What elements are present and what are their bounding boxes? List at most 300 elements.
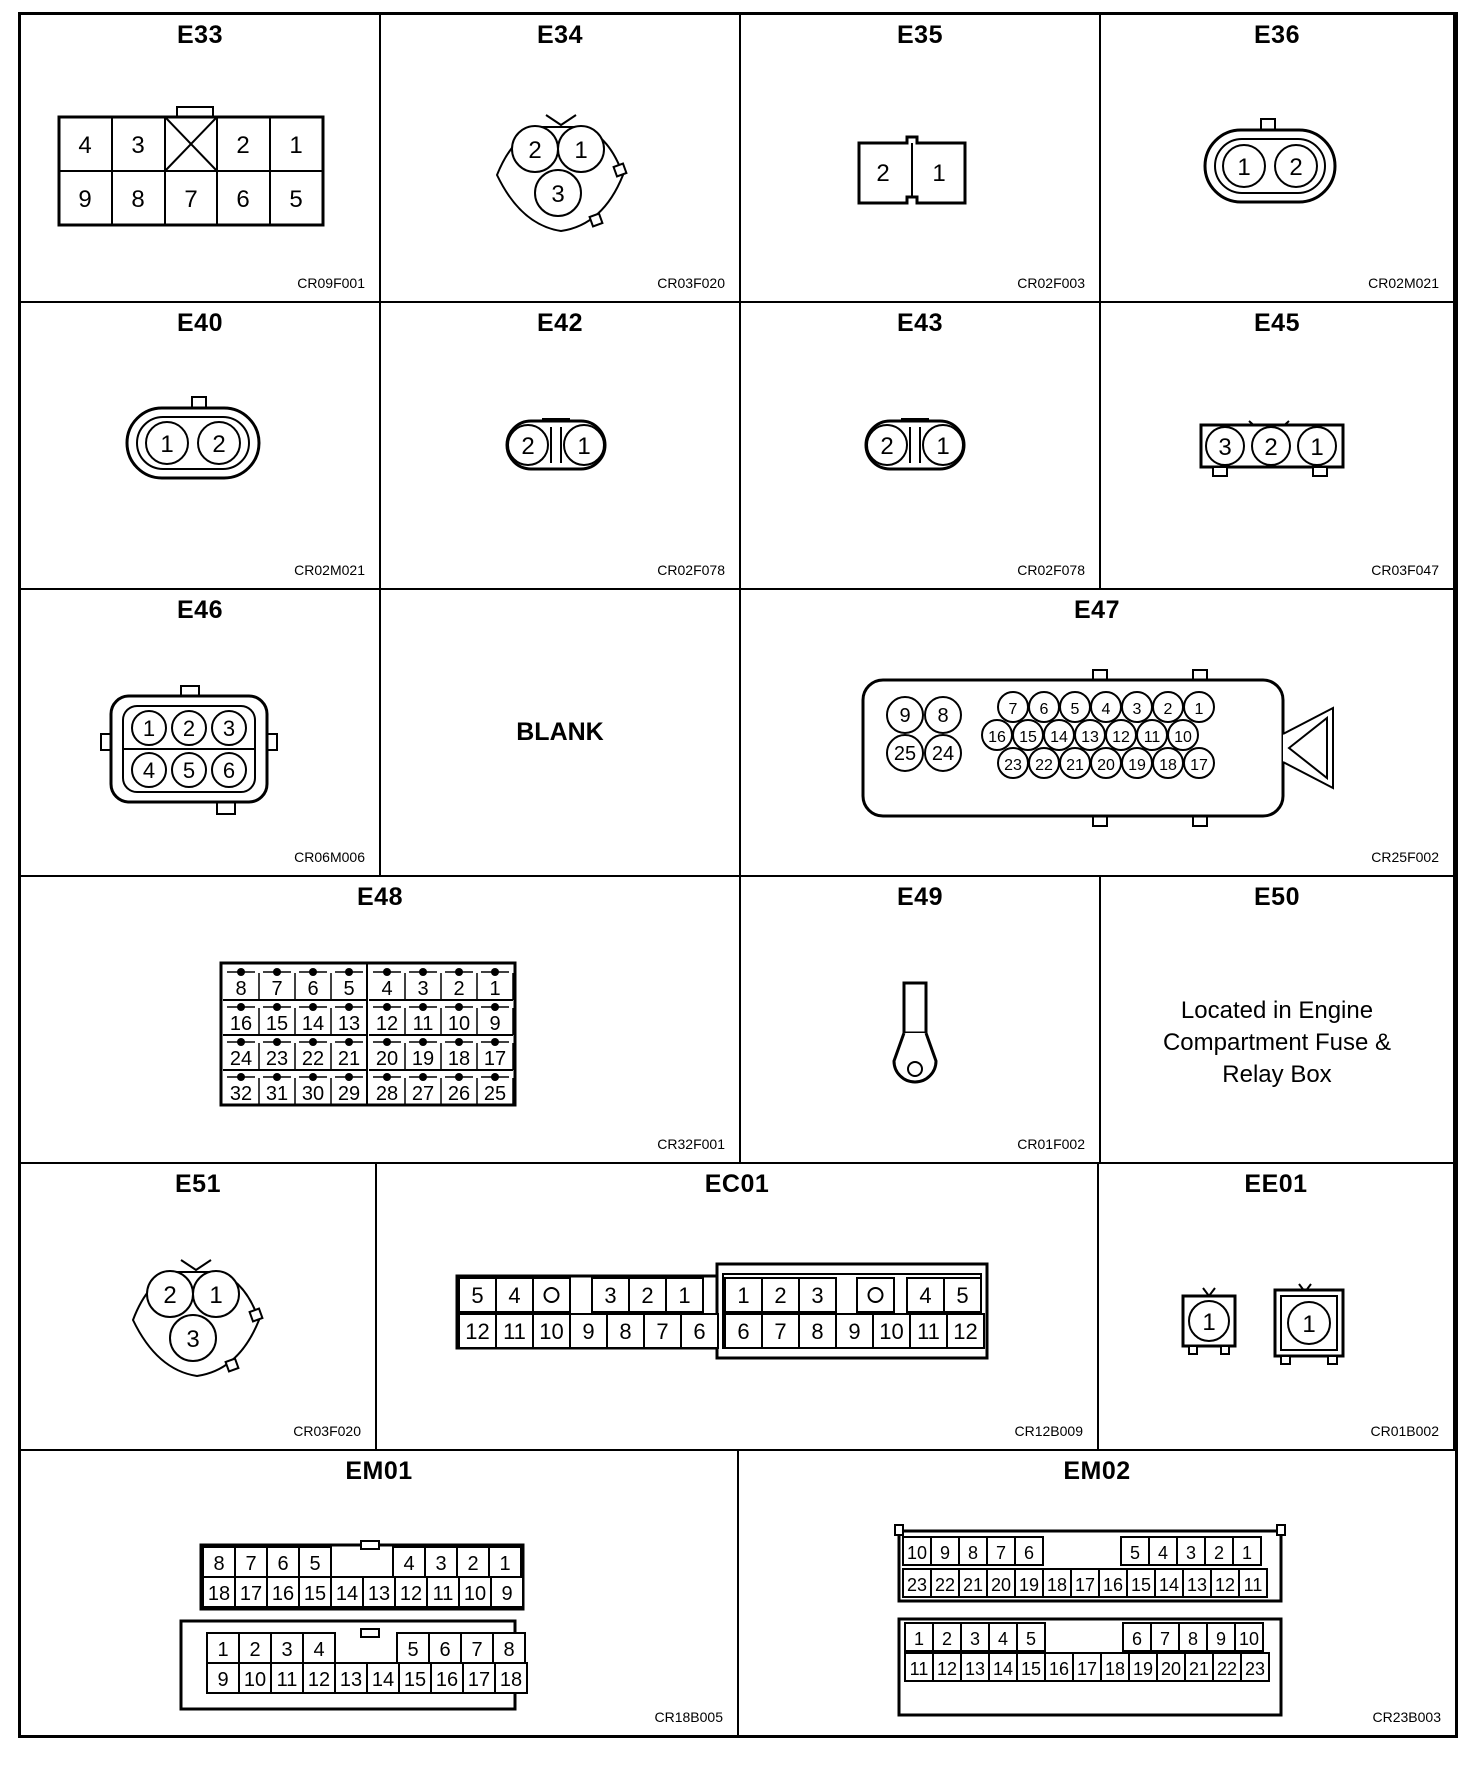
pin-label: 12 bbox=[375, 1013, 399, 1035]
connector-title: E45 bbox=[1254, 309, 1300, 337]
pin-dot bbox=[491, 968, 499, 976]
pin-label: 2 bbox=[941, 1629, 953, 1649]
pin-label: 1 bbox=[1237, 154, 1251, 181]
pin-label: 15 bbox=[1019, 729, 1037, 746]
pin-label: 4 bbox=[142, 758, 156, 783]
pin-label: 17 bbox=[1074, 1575, 1096, 1595]
panel-e49 bbox=[741, 877, 1101, 1164]
pin-label: 5 bbox=[309, 1553, 321, 1575]
pin-label: 6 bbox=[439, 1639, 451, 1661]
pin-label: 4 bbox=[1101, 701, 1111, 718]
pin-label: 4 bbox=[313, 1639, 325, 1661]
pin-dot bbox=[419, 1073, 427, 1081]
panel-e45 bbox=[1101, 303, 1455, 590]
panel-e40 bbox=[21, 303, 381, 590]
pin-label: 6 bbox=[737, 1319, 750, 1344]
pin-label: 1 bbox=[217, 1639, 229, 1661]
pin-label: 17 bbox=[239, 1583, 263, 1605]
pin-label: 3 bbox=[186, 1326, 200, 1353]
part-code: CR32F001 bbox=[657, 1136, 725, 1152]
pin-label: 2 bbox=[236, 132, 250, 159]
connector-diagram bbox=[21, 303, 381, 590]
pin-label: 8 bbox=[619, 1319, 632, 1344]
pin-dot bbox=[309, 1073, 317, 1081]
connector-diagram bbox=[741, 590, 1455, 877]
pin-label: 15 bbox=[1020, 1659, 1042, 1679]
pin-label: 11 bbox=[276, 1669, 298, 1691]
pin-label: 17 bbox=[1190, 757, 1208, 774]
pin-label: 14 bbox=[335, 1583, 359, 1605]
pin-label: 1 bbox=[574, 137, 588, 164]
pin-label: 6 bbox=[1131, 1629, 1143, 1649]
pin-dot bbox=[383, 1073, 391, 1081]
pin-label: 1 bbox=[932, 160, 946, 187]
panel-e33 bbox=[21, 15, 381, 303]
pin-dot bbox=[345, 1073, 353, 1081]
pin-label: 2 bbox=[163, 1282, 177, 1309]
pin-dot bbox=[345, 968, 353, 976]
part-code: CR02F078 bbox=[1017, 562, 1085, 578]
pin-dot bbox=[273, 1073, 281, 1081]
connector-diagram bbox=[381, 15, 741, 303]
pin-dot bbox=[455, 1073, 463, 1081]
pin-label: 3 bbox=[1218, 434, 1232, 461]
pin-label: 15 bbox=[1130, 1575, 1152, 1595]
pin-label: 14 bbox=[1158, 1575, 1180, 1595]
pin-label: 3 bbox=[417, 978, 429, 1000]
connector-latch bbox=[1277, 1525, 1285, 1535]
connector-title: E36 bbox=[1254, 21, 1300, 49]
pin-label: 1 bbox=[1202, 1309, 1216, 1336]
pin-label: 9 bbox=[582, 1319, 595, 1344]
pin-label: 11 bbox=[909, 1659, 929, 1679]
pin-label: 14 bbox=[1050, 729, 1068, 746]
pin-dot bbox=[491, 1003, 499, 1011]
connector-diagram bbox=[1101, 303, 1455, 590]
pin-label: 1 bbox=[936, 433, 950, 460]
part-code: CR02M021 bbox=[294, 562, 365, 578]
pin-label: 5 bbox=[1070, 701, 1080, 718]
pin-label: 13 bbox=[339, 1669, 363, 1691]
connector-sheet bbox=[18, 12, 1458, 1738]
pin-label: 14 bbox=[371, 1669, 395, 1691]
pin-dot bbox=[237, 1003, 245, 1011]
pin-label: 18 bbox=[447, 1048, 471, 1070]
pin-label: 2 bbox=[467, 1553, 479, 1575]
pin-dot bbox=[419, 1003, 427, 1011]
pin-label: 7 bbox=[184, 186, 198, 213]
connector-title: E42 bbox=[537, 309, 583, 337]
connector-title: E46 bbox=[177, 596, 223, 624]
pin-label: 7 bbox=[1159, 1629, 1171, 1649]
pin-label: 21 bbox=[1066, 757, 1084, 774]
pin-label: 4 bbox=[508, 1283, 521, 1308]
location-note-line: Compartment Fuse & bbox=[1162, 1029, 1392, 1056]
part-code: CR03F020 bbox=[657, 275, 725, 291]
pin-label: 8 bbox=[1187, 1629, 1199, 1649]
pin-label: 7 bbox=[471, 1639, 483, 1661]
panel-ee01 bbox=[1099, 1164, 1455, 1451]
pin-label: 2 bbox=[528, 137, 542, 164]
connector-title: E43 bbox=[897, 309, 943, 337]
pin-label: 4 bbox=[403, 1553, 415, 1575]
pin-label: 8 bbox=[235, 978, 247, 1000]
pin-label: 20 bbox=[1160, 1659, 1182, 1679]
panel-em02 bbox=[739, 1451, 1455, 1735]
pin-label: 3 bbox=[222, 716, 236, 741]
panel-e47 bbox=[741, 590, 1455, 877]
pin-label: 18 bbox=[1159, 757, 1177, 774]
pin-dot bbox=[455, 968, 463, 976]
pin-dot bbox=[309, 1003, 317, 1011]
pin-label: 4 bbox=[78, 132, 92, 159]
connector-latch bbox=[895, 1525, 903, 1535]
pin-label: 1 bbox=[1302, 1311, 1316, 1338]
pin-label: 22 bbox=[1216, 1659, 1238, 1679]
connector-title: E51 bbox=[175, 1170, 221, 1198]
connector-latch bbox=[361, 1629, 379, 1637]
connector-diagram bbox=[1099, 1164, 1455, 1451]
pin-label: 1 bbox=[489, 978, 501, 1000]
pin-label: 22 bbox=[1035, 757, 1053, 774]
connector-title: E48 bbox=[357, 883, 403, 911]
pin-label: 8 bbox=[213, 1553, 225, 1575]
pin-label: 10 bbox=[879, 1319, 904, 1344]
pin-label: 20 bbox=[375, 1048, 399, 1070]
pin-label: 1 bbox=[142, 716, 156, 741]
pin-label: 8 bbox=[967, 1543, 979, 1563]
panel-e51 bbox=[21, 1164, 377, 1451]
pin-label: 16 bbox=[435, 1669, 459, 1691]
pin-label: 20 bbox=[990, 1575, 1012, 1595]
pin-label: 11 bbox=[503, 1319, 526, 1344]
pin-label: 11 bbox=[432, 1583, 454, 1605]
pin-label: 23 bbox=[1244, 1659, 1266, 1679]
pin-dot bbox=[491, 1073, 499, 1081]
pin-label: 21 bbox=[962, 1575, 984, 1595]
pin-label: 11 bbox=[1143, 729, 1161, 746]
pin-label: 1 bbox=[913, 1629, 925, 1649]
pin-label: 2 bbox=[876, 160, 890, 187]
pin-label: 7 bbox=[995, 1543, 1007, 1563]
pin-label: 8 bbox=[503, 1639, 515, 1661]
pin-label: 14 bbox=[301, 1013, 325, 1035]
pin-label: 3 bbox=[969, 1629, 981, 1649]
pin-label: 12 bbox=[1214, 1575, 1236, 1595]
pin-label: 15 bbox=[265, 1013, 289, 1035]
part-code: CR03F047 bbox=[1371, 562, 1439, 578]
pin-label: 30 bbox=[301, 1083, 325, 1105]
pin-label: 9 bbox=[1215, 1629, 1227, 1649]
pin-label: 18 bbox=[1046, 1575, 1068, 1595]
pin-label: 17 bbox=[1076, 1659, 1098, 1679]
pin-label: 3 bbox=[1185, 1543, 1197, 1563]
pin-label: 27 bbox=[411, 1083, 435, 1105]
pin-dot bbox=[383, 1038, 391, 1046]
panel-e34 bbox=[381, 15, 741, 303]
pin-label: 5 bbox=[407, 1639, 419, 1661]
pin-label: 5 bbox=[182, 758, 196, 783]
pin-label: 12 bbox=[399, 1583, 423, 1605]
connector-title: EM01 bbox=[345, 1457, 413, 1485]
pin-label: 4 bbox=[1157, 1543, 1169, 1563]
pin-dot bbox=[455, 1003, 463, 1011]
pin-label: 23 bbox=[1004, 757, 1022, 774]
part-code: CR09F001 bbox=[297, 275, 365, 291]
pin-label: 2 bbox=[212, 431, 226, 458]
pin-label: 12 bbox=[1112, 729, 1130, 746]
pin-label: 7 bbox=[245, 1553, 257, 1575]
pin-label: 2 bbox=[1264, 434, 1278, 461]
pin-label: 10 bbox=[1174, 729, 1192, 746]
pin-label: 9 bbox=[501, 1583, 513, 1605]
panel-e50 bbox=[1101, 877, 1455, 1164]
unused-pin-marker bbox=[545, 1288, 559, 1302]
connector-latch bbox=[361, 1541, 379, 1549]
part-code: CR06M006 bbox=[294, 849, 365, 865]
pin-dot bbox=[309, 968, 317, 976]
connector-diagram bbox=[739, 1451, 1455, 1735]
pin-label: 1 bbox=[289, 132, 303, 159]
pin-label: 16 bbox=[229, 1013, 253, 1035]
pin-dot bbox=[237, 1073, 245, 1081]
part-code: CR01F002 bbox=[1017, 1136, 1085, 1152]
connector-title: E49 bbox=[897, 883, 943, 911]
pin-label: 7 bbox=[656, 1319, 669, 1344]
pin-dot bbox=[455, 1038, 463, 1046]
pin-label: 2 bbox=[249, 1639, 261, 1661]
pin-label: 1 bbox=[1310, 434, 1324, 461]
pin-dot bbox=[273, 1038, 281, 1046]
pin-dot bbox=[237, 968, 245, 976]
pin-label: 10 bbox=[539, 1319, 564, 1344]
pin-label: 29 bbox=[337, 1083, 361, 1105]
pin-label: 13 bbox=[367, 1583, 391, 1605]
pin-label: 10 bbox=[1238, 1629, 1260, 1649]
pin-label: 12 bbox=[953, 1319, 978, 1344]
pin-label: 15 bbox=[403, 1669, 427, 1691]
pin-label: 18 bbox=[1104, 1659, 1126, 1679]
connector-diagram bbox=[21, 1451, 739, 1735]
pin-label: 13 bbox=[1186, 1575, 1208, 1595]
pin-dot bbox=[345, 1003, 353, 1011]
pin-label: 8 bbox=[937, 705, 949, 727]
connector-title: EC01 bbox=[704, 1170, 770, 1198]
connector-diagram bbox=[21, 877, 741, 1164]
part-code: CR02F003 bbox=[1017, 275, 1085, 291]
pin-label: 7 bbox=[1008, 701, 1018, 718]
unused-pin-marker bbox=[869, 1288, 883, 1302]
pin-dot bbox=[273, 968, 281, 976]
part-code: CR02F078 bbox=[657, 562, 725, 578]
location-note-line: Located in Engine bbox=[1180, 997, 1374, 1024]
pin-label: 19 bbox=[1132, 1659, 1154, 1679]
pin-label: 12 bbox=[465, 1319, 490, 1344]
ring-terminal-diagram bbox=[741, 877, 1101, 1164]
pin-label: 5 bbox=[471, 1283, 484, 1308]
pin-dot bbox=[419, 1038, 427, 1046]
pin-label: 3 bbox=[281, 1639, 293, 1661]
pin-label: 2 bbox=[880, 433, 894, 460]
pin-label: 3 bbox=[435, 1553, 447, 1575]
pin-label: 13 bbox=[1081, 729, 1099, 746]
pin-label: 19 bbox=[411, 1048, 435, 1070]
pin-label: 2 bbox=[521, 433, 535, 460]
panel-e36 bbox=[1101, 15, 1455, 303]
pin-dot bbox=[309, 1038, 317, 1046]
pin-label: 5 bbox=[289, 186, 303, 213]
pin-label: 6 bbox=[307, 978, 319, 1000]
pin-label: 3 bbox=[551, 181, 565, 208]
panel-em01 bbox=[21, 1451, 739, 1735]
connector-diagram bbox=[1101, 15, 1455, 303]
panel-e42 bbox=[381, 303, 741, 590]
pin-label: 9 bbox=[939, 1543, 951, 1563]
pin-dot bbox=[383, 968, 391, 976]
pin-label: 18 bbox=[207, 1583, 231, 1605]
pin-label: 1 bbox=[499, 1553, 511, 1575]
pin-dot bbox=[345, 1038, 353, 1046]
panel-ec01 bbox=[377, 1164, 1099, 1451]
pin-label: 3 bbox=[131, 132, 145, 159]
pin-label: 17 bbox=[467, 1669, 491, 1691]
pin-label: 16 bbox=[1102, 1575, 1124, 1595]
part-code: CR03F020 bbox=[293, 1423, 361, 1439]
pin-label: 1 bbox=[1194, 701, 1204, 718]
pin-label: 6 bbox=[693, 1319, 706, 1344]
pin-label: 18 bbox=[499, 1669, 523, 1691]
pin-label: 21 bbox=[337, 1048, 361, 1070]
panel-blank bbox=[381, 590, 741, 877]
pin-label: 9 bbox=[489, 1013, 501, 1035]
pin-label: 13 bbox=[964, 1659, 986, 1679]
pin-label: 3 bbox=[811, 1283, 824, 1308]
pin-label: 10 bbox=[447, 1013, 471, 1035]
connector-title: EE01 bbox=[1244, 1170, 1308, 1198]
connector-title: E34 bbox=[537, 21, 583, 49]
pin-label: 2 bbox=[453, 978, 465, 1000]
pin-label: 16 bbox=[271, 1583, 295, 1605]
panel-e35 bbox=[741, 15, 1101, 303]
blank-label: BLANK bbox=[516, 718, 604, 746]
pin-label: 2 bbox=[1163, 701, 1173, 718]
pin-label: 9 bbox=[78, 186, 92, 213]
pin-dot bbox=[273, 1003, 281, 1011]
connector-title: EM02 bbox=[1063, 1457, 1131, 1485]
pin-label: 11 bbox=[1243, 1575, 1263, 1595]
pin-label: 8 bbox=[131, 186, 145, 213]
pin-label: 15 bbox=[303, 1583, 327, 1605]
pin-dot bbox=[383, 1003, 391, 1011]
pin-label: 1 bbox=[1241, 1543, 1253, 1563]
connector-diagram bbox=[21, 15, 381, 303]
pin-label: 9 bbox=[899, 705, 911, 727]
connector-title: E50 bbox=[1254, 883, 1300, 911]
pin-label: 5 bbox=[956, 1283, 969, 1308]
pin-label: 23 bbox=[265, 1048, 289, 1070]
pin-label: 23 bbox=[906, 1575, 928, 1595]
connector-diagram bbox=[21, 590, 381, 877]
pin-label: 21 bbox=[1188, 1659, 1210, 1679]
pin-label: 6 bbox=[1023, 1543, 1035, 1563]
pin-label: 28 bbox=[375, 1083, 399, 1105]
pin-label: 2 bbox=[1289, 154, 1303, 181]
pin-label: 32 bbox=[229, 1083, 253, 1105]
part-code: CR18B005 bbox=[654, 1709, 723, 1725]
pin-label: 10 bbox=[243, 1669, 267, 1691]
pin-label: 6 bbox=[277, 1553, 289, 1575]
connector-title: E33 bbox=[177, 21, 223, 49]
pin-label: 16 bbox=[1048, 1659, 1070, 1679]
connector-title: E35 bbox=[897, 21, 943, 49]
pin-label: 24 bbox=[229, 1048, 253, 1070]
pin-label: 19 bbox=[1128, 757, 1146, 774]
pin-label: 4 bbox=[919, 1283, 932, 1308]
part-code: CR02M021 bbox=[1368, 275, 1439, 291]
connector-title: E40 bbox=[177, 309, 223, 337]
pin-label: 12 bbox=[307, 1669, 331, 1691]
pin-label: 3 bbox=[1132, 701, 1142, 718]
pin-label: 26 bbox=[447, 1083, 471, 1105]
pin-label: 1 bbox=[209, 1282, 223, 1309]
panel-e48 bbox=[21, 877, 741, 1164]
connector-diagram bbox=[741, 303, 1101, 590]
pin-label: 6 bbox=[1039, 701, 1049, 718]
pin-label: 10 bbox=[906, 1543, 928, 1563]
pin-label: 2 bbox=[182, 716, 196, 741]
pin-label: 6 bbox=[222, 758, 236, 783]
pin-label: 1 bbox=[577, 433, 591, 460]
pin-label: 25 bbox=[893, 743, 917, 765]
connector-title: E47 bbox=[1074, 596, 1120, 624]
pin-label: 13 bbox=[337, 1013, 361, 1035]
pin-label: 4 bbox=[997, 1629, 1009, 1649]
pin-label: 4 bbox=[381, 978, 393, 1000]
pin-label: 31 bbox=[265, 1083, 289, 1105]
pin-label: 16 bbox=[988, 729, 1006, 746]
pin-label: 3 bbox=[604, 1283, 617, 1308]
part-code: CR23B003 bbox=[1372, 1709, 1441, 1725]
pin-label: 20 bbox=[1097, 757, 1115, 774]
part-code: CR12B009 bbox=[1014, 1423, 1083, 1439]
pin-label: 7 bbox=[271, 978, 283, 1000]
pin-label: 9 bbox=[848, 1319, 861, 1344]
location-note-line: Relay Box bbox=[1222, 1061, 1332, 1088]
pin-label: 22 bbox=[934, 1575, 956, 1595]
pin-label: 8 bbox=[811, 1319, 824, 1344]
pin-label: 24 bbox=[931, 743, 955, 765]
pin-label: 12 bbox=[936, 1659, 958, 1679]
pin-label: 22 bbox=[301, 1048, 325, 1070]
pin-label: 17 bbox=[483, 1048, 507, 1070]
pin-label: 2 bbox=[774, 1283, 787, 1308]
pin-label: 9 bbox=[217, 1669, 229, 1691]
pin-label: 5 bbox=[343, 978, 355, 1000]
pin-label: 6 bbox=[236, 186, 250, 213]
pin-label: 1 bbox=[678, 1283, 691, 1308]
pin-label: 11 bbox=[917, 1319, 940, 1344]
pin-dot bbox=[491, 1038, 499, 1046]
pin-label: 1 bbox=[160, 431, 174, 458]
pin-label: 14 bbox=[992, 1659, 1014, 1679]
connector-diagram bbox=[21, 1164, 377, 1451]
connector-diagram bbox=[381, 303, 741, 590]
part-code: CR25F002 bbox=[1371, 849, 1439, 865]
part-code: CR01B002 bbox=[1370, 1423, 1439, 1439]
pin-label: 11 bbox=[412, 1013, 434, 1035]
pin-dot bbox=[237, 1038, 245, 1046]
connector-diagram bbox=[741, 15, 1101, 303]
